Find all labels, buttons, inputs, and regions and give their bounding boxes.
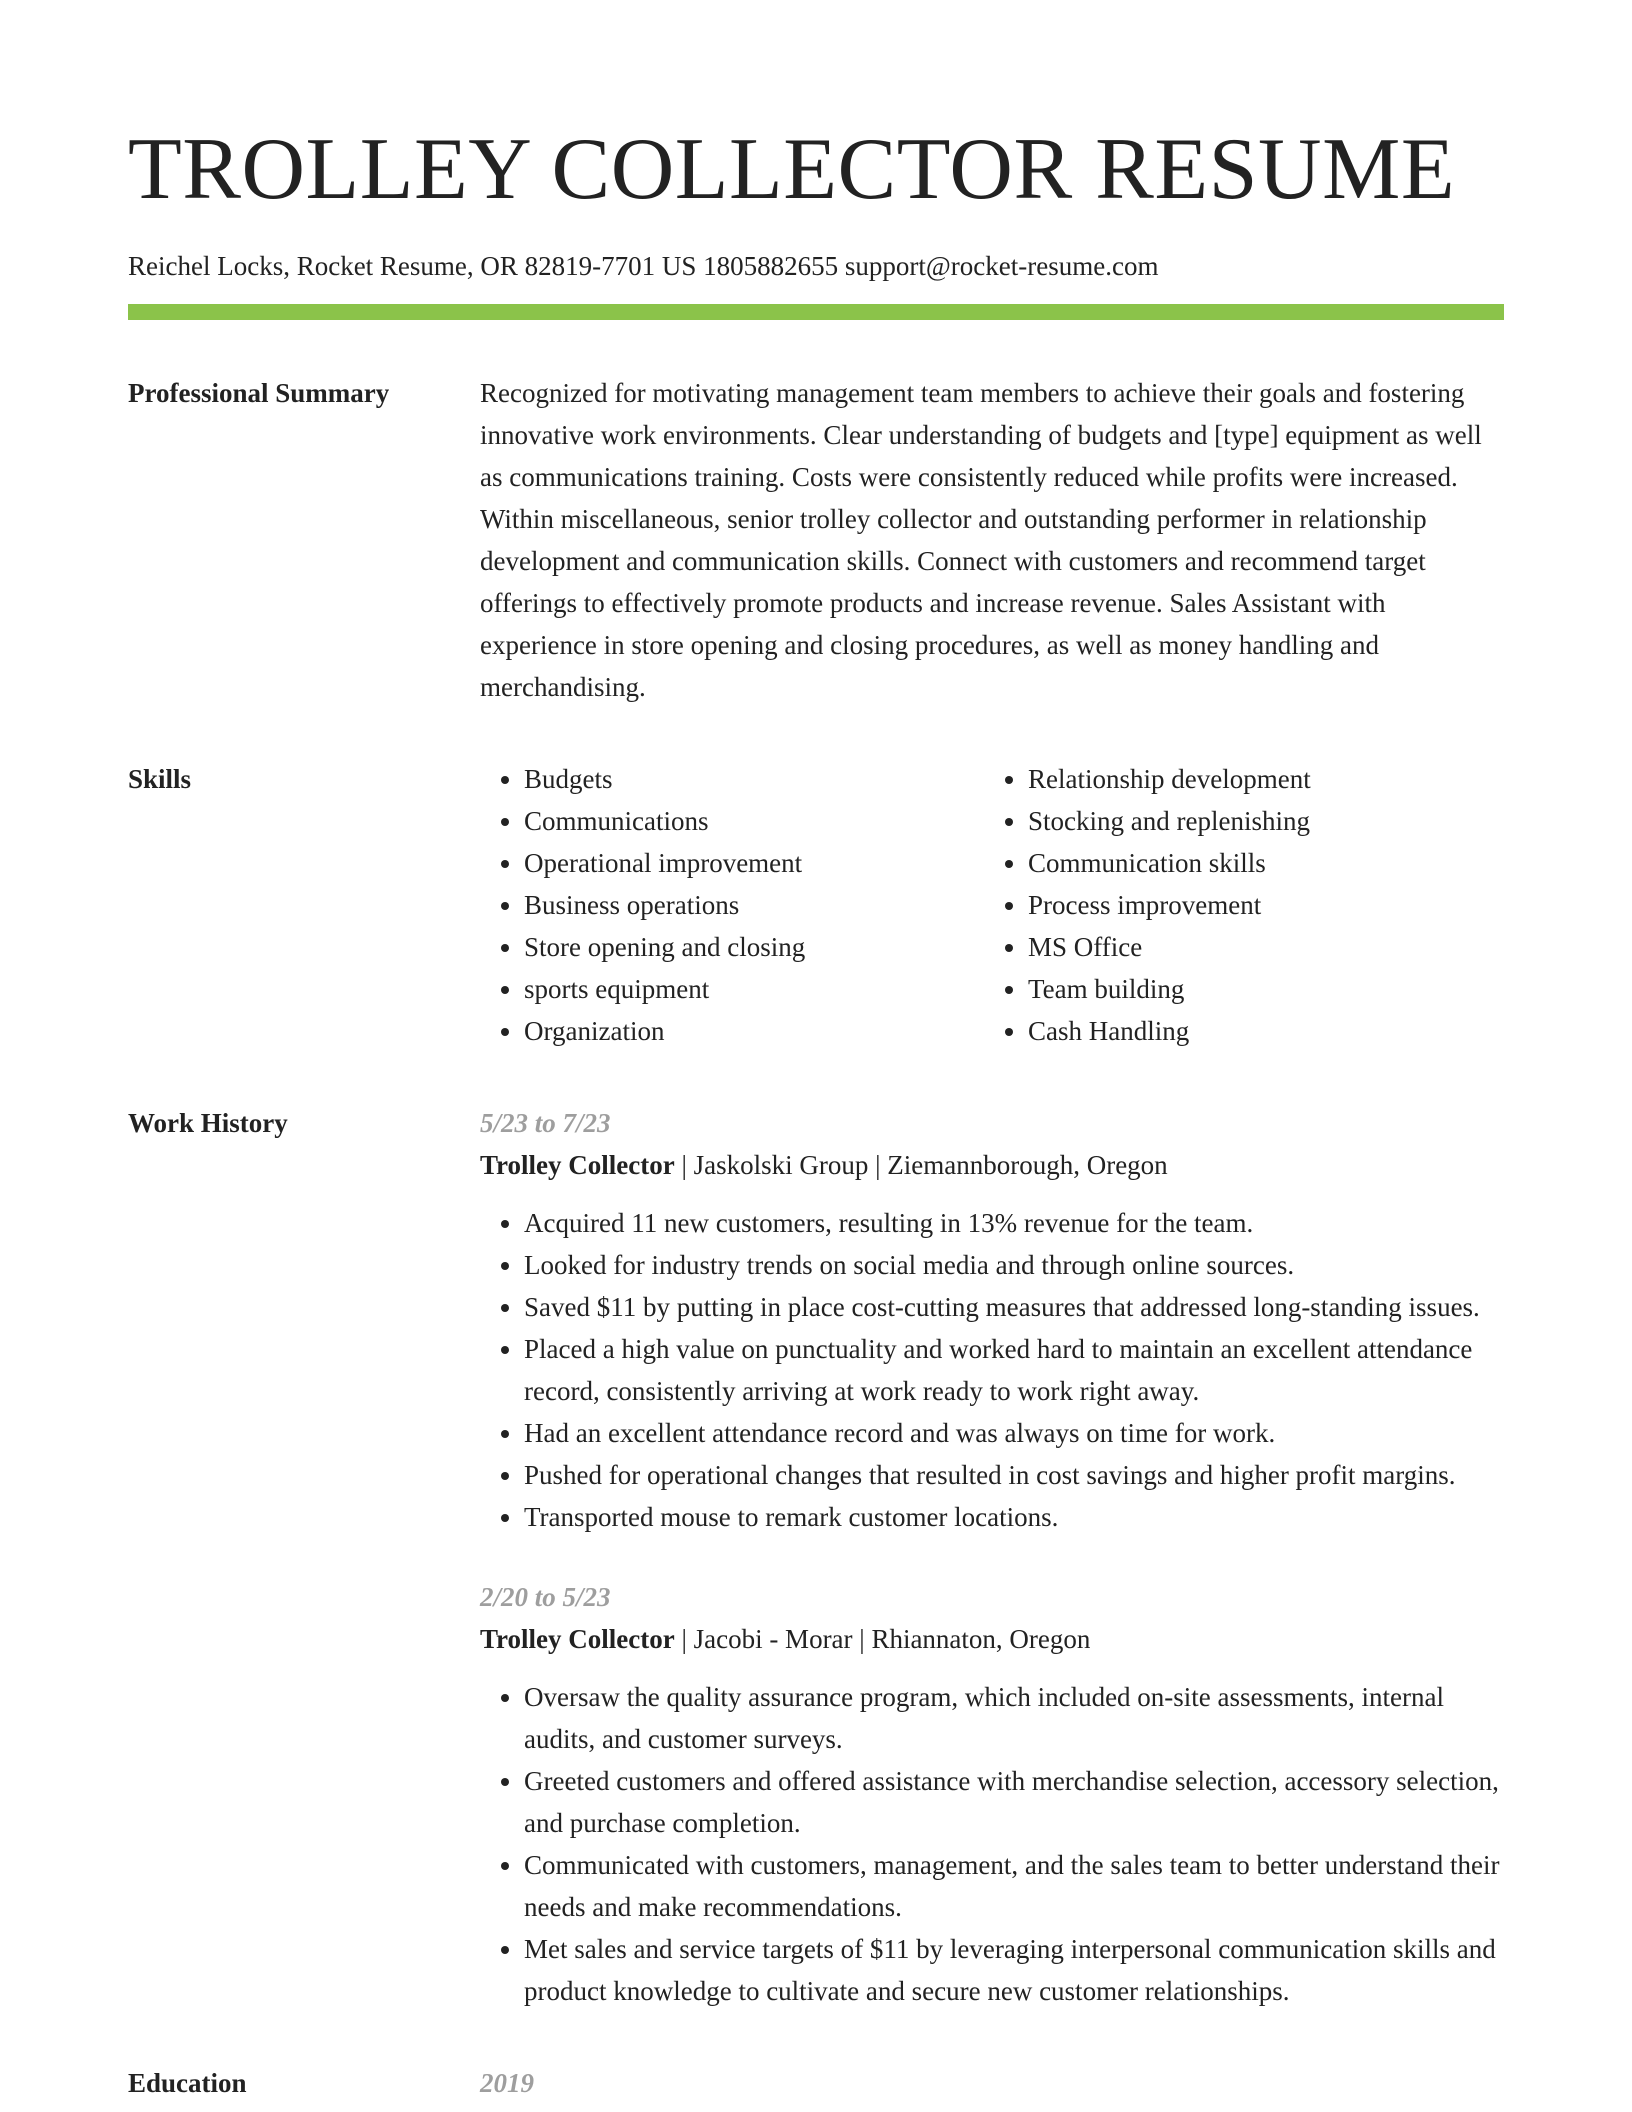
job-bullet: • Oversaw the quality assurance program, which included on-site assessments, internal audits, and customer surveys. [524, 1676, 1504, 1760]
skill-item: • Store opening and closing [524, 926, 984, 968]
job-entry [480, 1102, 1504, 1538]
job-title: Trolley Collector [480, 1150, 675, 1180]
job-bullet: • Communicated with customers, management, and the sales team to better understand their needs and make recommendations. [524, 1844, 1504, 1928]
section-label: Skills [128, 764, 192, 794]
education-dates: 2019 [480, 2068, 534, 2098]
education-section [128, 2062, 1504, 2104]
skill-item: • MS Office [1028, 926, 1488, 968]
section-label: Professional Summary [128, 378, 390, 408]
accent-divider [128, 304, 1504, 320]
skill-item: • Budgets [524, 758, 984, 800]
skill-item: • sports equipment [524, 968, 984, 1010]
skill-item: • Team building [1028, 968, 1488, 1010]
section-label: Education [128, 2068, 247, 2098]
job-details: | Jacobi - Morar | Rhiannaton, Oregon [674, 1624, 1091, 1654]
skill-item: • Operational improvement [524, 842, 984, 884]
job-title: Trolley Collector [480, 1624, 675, 1654]
skill-item: • Business operations [524, 884, 984, 926]
work-history-section [128, 1102, 1504, 2012]
skill-item: • Relationship development [1028, 758, 1488, 800]
job-bullet: • Had an excellent attendance record and was always on time for work. [524, 1412, 1504, 1454]
job-heading [480, 1618, 1504, 1660]
job-bullet: • Placed a high value on punctuality and worked hard to maintain an excellent attendance record, consistently arriving at work ready to work right away. [524, 1328, 1504, 1412]
summary-text: Recognized for motivating management team members to achieve their goals and fostering innovative work environments. Clear understanding of budgets and [type] equipment as well as communications training. Costs were consistently reduced while profits were increased. Within miscellaneous, senior trolley collector and outstanding performer in relationship development and communication skills. Connect with customers and recommend target offerings to effectively promote products and increase revenue. Sales Assistant with experience in store opening and closing procedures, as well as money handling and merchandising. [480, 378, 1482, 702]
job-bullet: • Looked for industry trends on social media and through online sources. [524, 1244, 1504, 1286]
job-bullet: • Transported mouse to remark customer locations. [524, 1496, 1504, 1538]
job-bullets [480, 1676, 1504, 2012]
skills-list-left [480, 758, 984, 1052]
job-dates: 5/23 to 7/23 [480, 1108, 611, 1138]
skill-item: • Process improvement [1028, 884, 1488, 926]
job-bullet: • Greeted customers and offered assistance with merchandise selection, accessory selection, and purchase completion. [524, 1760, 1504, 1844]
job-heading [480, 1144, 1504, 1186]
skills-list-right [984, 758, 1488, 1052]
section-label: Work History [128, 1108, 288, 1138]
page-title: TROLLEY COLLECTOR RESUME [128, 121, 1456, 218]
skill-item: • Communication skills [1028, 842, 1488, 884]
contact-line: Reichel Locks, Rocket Resume, OR 82819-7701 US 1805882655 support@rocket-resume.com [128, 251, 1159, 281]
job-bullet: • Pushed for operational changes that resulted in cost savings and higher profit margins. [524, 1454, 1504, 1496]
skill-item: • Communications [524, 800, 984, 842]
skills-section [128, 758, 1504, 1052]
job-bullet: • Saved $11 by putting in place cost-cutting measures that addressed long-standing issues. [524, 1286, 1504, 1328]
job-details: | Jaskolski Group | Ziemannborough, Oregon [674, 1150, 1168, 1180]
job-dates: 2/20 to 5/23 [480, 1582, 611, 1612]
job-bullet: • Met sales and service targets of $11 by leveraging interpersonal communication skills and product knowledge to cultivate and secure new customer relationships. [524, 1928, 1504, 2012]
summary-section [128, 372, 1504, 708]
skill-item: • Cash Handling [1028, 1010, 1488, 1052]
skill-item: • Organization [524, 1010, 984, 1052]
job-entry [480, 1576, 1504, 2012]
job-bullet: • Acquired 11 new customers, resulting in 13% revenue for the team. [524, 1202, 1504, 1244]
job-bullets [480, 1202, 1504, 1538]
skill-item: • Stocking and replenishing [1028, 800, 1488, 842]
